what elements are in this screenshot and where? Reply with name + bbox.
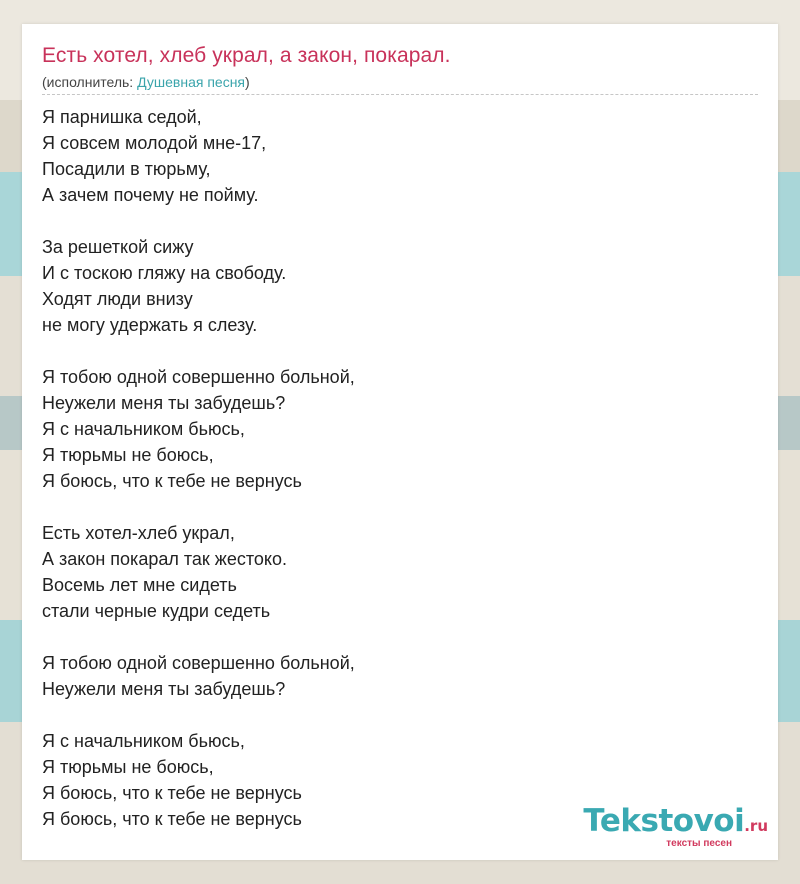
lyric-line: Я с начальником бьюсь, [42,419,245,439]
song-title: Есть хотел, хлеб украл, а закон, покарал. [42,44,451,67]
stanza [42,364,355,494]
lyric-line: Я с начальником бьюсь, [42,731,245,751]
lyric-line: Восемь лет мне сидеть [42,575,237,595]
stanza [42,520,355,624]
site-logo[interactable] [583,805,768,850]
lyrics-card [22,24,778,860]
header-divider [42,94,758,95]
artist-link[interactable]: Душевная песня [137,74,246,90]
artist-suffix: ) [245,74,250,90]
artist-line [42,74,250,90]
lyrics-text [42,104,355,832]
stanza-gap [42,338,355,364]
lyric-line: Я боюсь, что к тебе не вернусь [42,783,302,803]
lyric-line: За решеткой сижу [42,237,194,257]
stanza [42,650,355,702]
lyric-line: не могу удержать я слезу. [42,315,258,335]
lyric-line: Неужели меня ты забудешь? [42,679,286,699]
lyric-line: Я боюсь, что к тебе не вернусь [42,809,302,829]
artist-prefix: (исполнитель: [42,74,138,90]
lyric-line: Ходят люди внизу [42,289,193,309]
stanza-gap [42,208,355,234]
lyric-line: А закон покарал так жестоко. [42,549,287,569]
lyric-line: Я тюрьмы не боюсь, [42,445,214,465]
lyric-line: Я совсем молодой мне-17, [42,133,267,153]
lyric-line: Я тюрьмы не боюсь, [42,757,214,777]
logo-name: Tekstovoi [583,803,745,839]
stanza-gap [42,494,355,520]
lyric-line: Я тобою одной совершенно больной, [42,367,355,387]
lyric-line: стали черные кудри седеть [42,601,271,621]
stanza [42,104,355,208]
lyric-line: Неужели меня ты забудешь? [42,393,286,413]
lyric-line: И с тоскою гляжу на свободу. [42,263,287,283]
lyric-line: Есть хотел-хлеб украл, [42,523,235,543]
logo-wordmark [583,805,768,842]
stanza [42,234,355,338]
stanza-gap [42,702,355,728]
stanza [42,728,355,832]
logo-tagline: тексты песен [666,838,732,849]
lyric-line: А зачем почему не пойму. [42,185,259,205]
lyric-line: Я парнишка седой, [42,107,202,127]
stanza-gap [42,624,355,650]
lyric-line: Я тобою одной совершенно больной, [42,653,355,673]
logo-tld: .ru [744,817,768,835]
lyric-line: Я боюсь, что к тебе не вернусь [42,471,302,491]
lyric-line: Посадили в тюрьму, [42,159,211,179]
